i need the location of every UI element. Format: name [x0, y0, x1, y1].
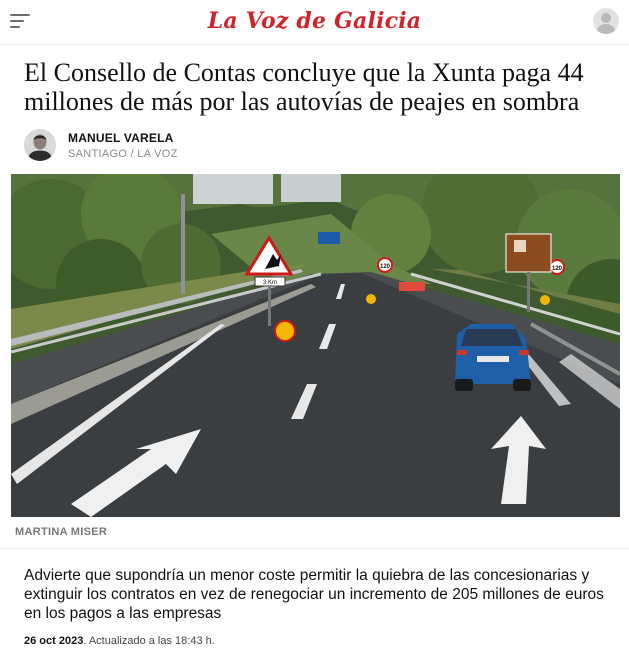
top-navigation-bar — [0, 0, 629, 45]
user-avatar-icon[interactable] — [593, 8, 619, 34]
speed-sign-1: 120 — [379, 264, 391, 270]
article-photo — [11, 174, 620, 517]
section-divider — [0, 548, 629, 549]
article-headline: El Consello de Contas concluye que la Xunta paga 44 millones de más por las autovías de peajes en sombra — [24, 58, 584, 116]
update-time: . Actualizado a las 18:43 h. — [83, 635, 215, 647]
author-name[interactable]: MANUEL VARELA — [68, 131, 174, 145]
article-dateline — [24, 635, 215, 647]
deer-sign-distance: 3 Km — [262, 280, 278, 286]
photo-credit: MARTINA MISER — [15, 526, 108, 538]
author-avatar[interactable] — [24, 129, 56, 161]
article-standfirst: Advierte que supondría un menor coste permitir la quiebra de las concesionarias y extinguir los contratos en vez de renegociar un incremento de 205 millones de euros en los pagos a las empresas — [24, 567, 604, 622]
speed-sign-2: 120 — [551, 266, 563, 272]
site-logo[interactable]: La Voz de Galicia — [207, 8, 422, 34]
publish-date: 26 oct 2023 — [24, 635, 84, 647]
author-location: SANTIAGO / LA VOZ — [68, 148, 178, 160]
